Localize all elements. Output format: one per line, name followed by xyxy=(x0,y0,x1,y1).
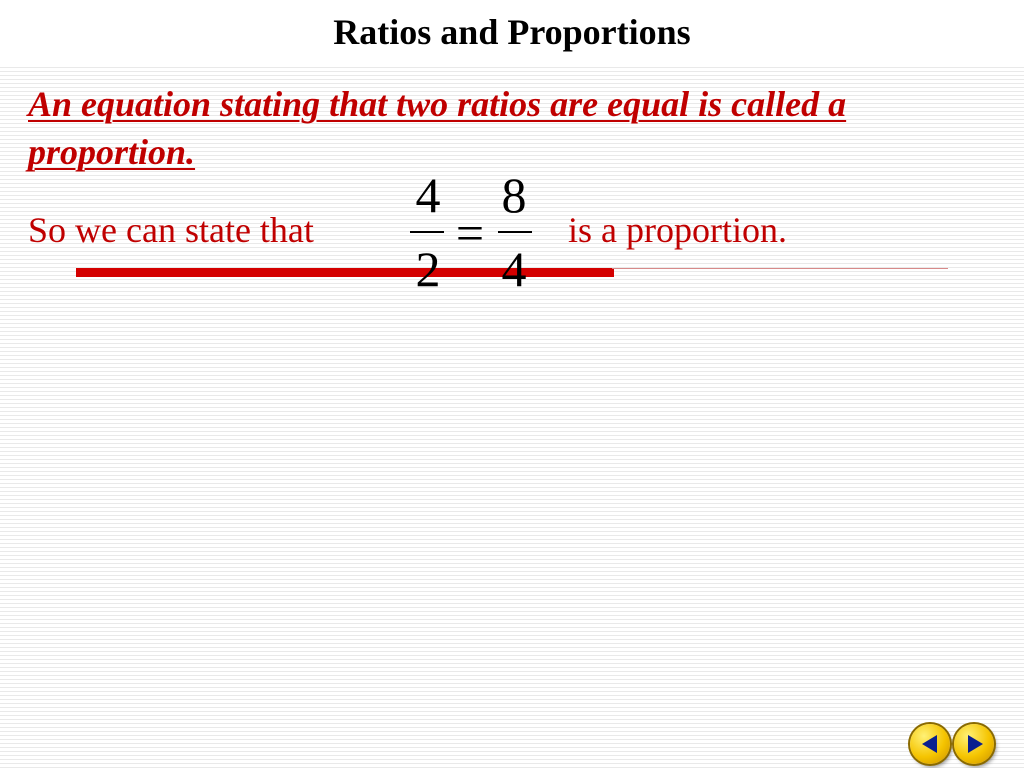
next-slide-button[interactable] xyxy=(954,724,994,764)
left-arrow-icon xyxy=(910,724,950,764)
left-numerator: 4 xyxy=(415,167,441,223)
statement-lead-text: So we can state that xyxy=(28,210,314,250)
statement-tail-text: is a proportion. xyxy=(568,210,787,250)
accent-line-thin xyxy=(612,268,948,269)
definition-text: An equation stating that two ratios are equal is called a proportion. xyxy=(28,84,847,172)
proportion-equation xyxy=(400,168,540,298)
right-fraction-bar xyxy=(498,231,532,233)
slide-title: Ratios and Proportions xyxy=(333,12,691,52)
right-arrow-icon xyxy=(954,724,994,764)
left-fraction-bar xyxy=(410,231,444,233)
previous-slide-button[interactable] xyxy=(910,724,950,764)
left-denominator: 2 xyxy=(415,241,441,297)
equals-sign: = xyxy=(455,205,485,261)
right-denominator: 4 xyxy=(501,241,527,297)
right-numerator: 8 xyxy=(501,167,527,223)
